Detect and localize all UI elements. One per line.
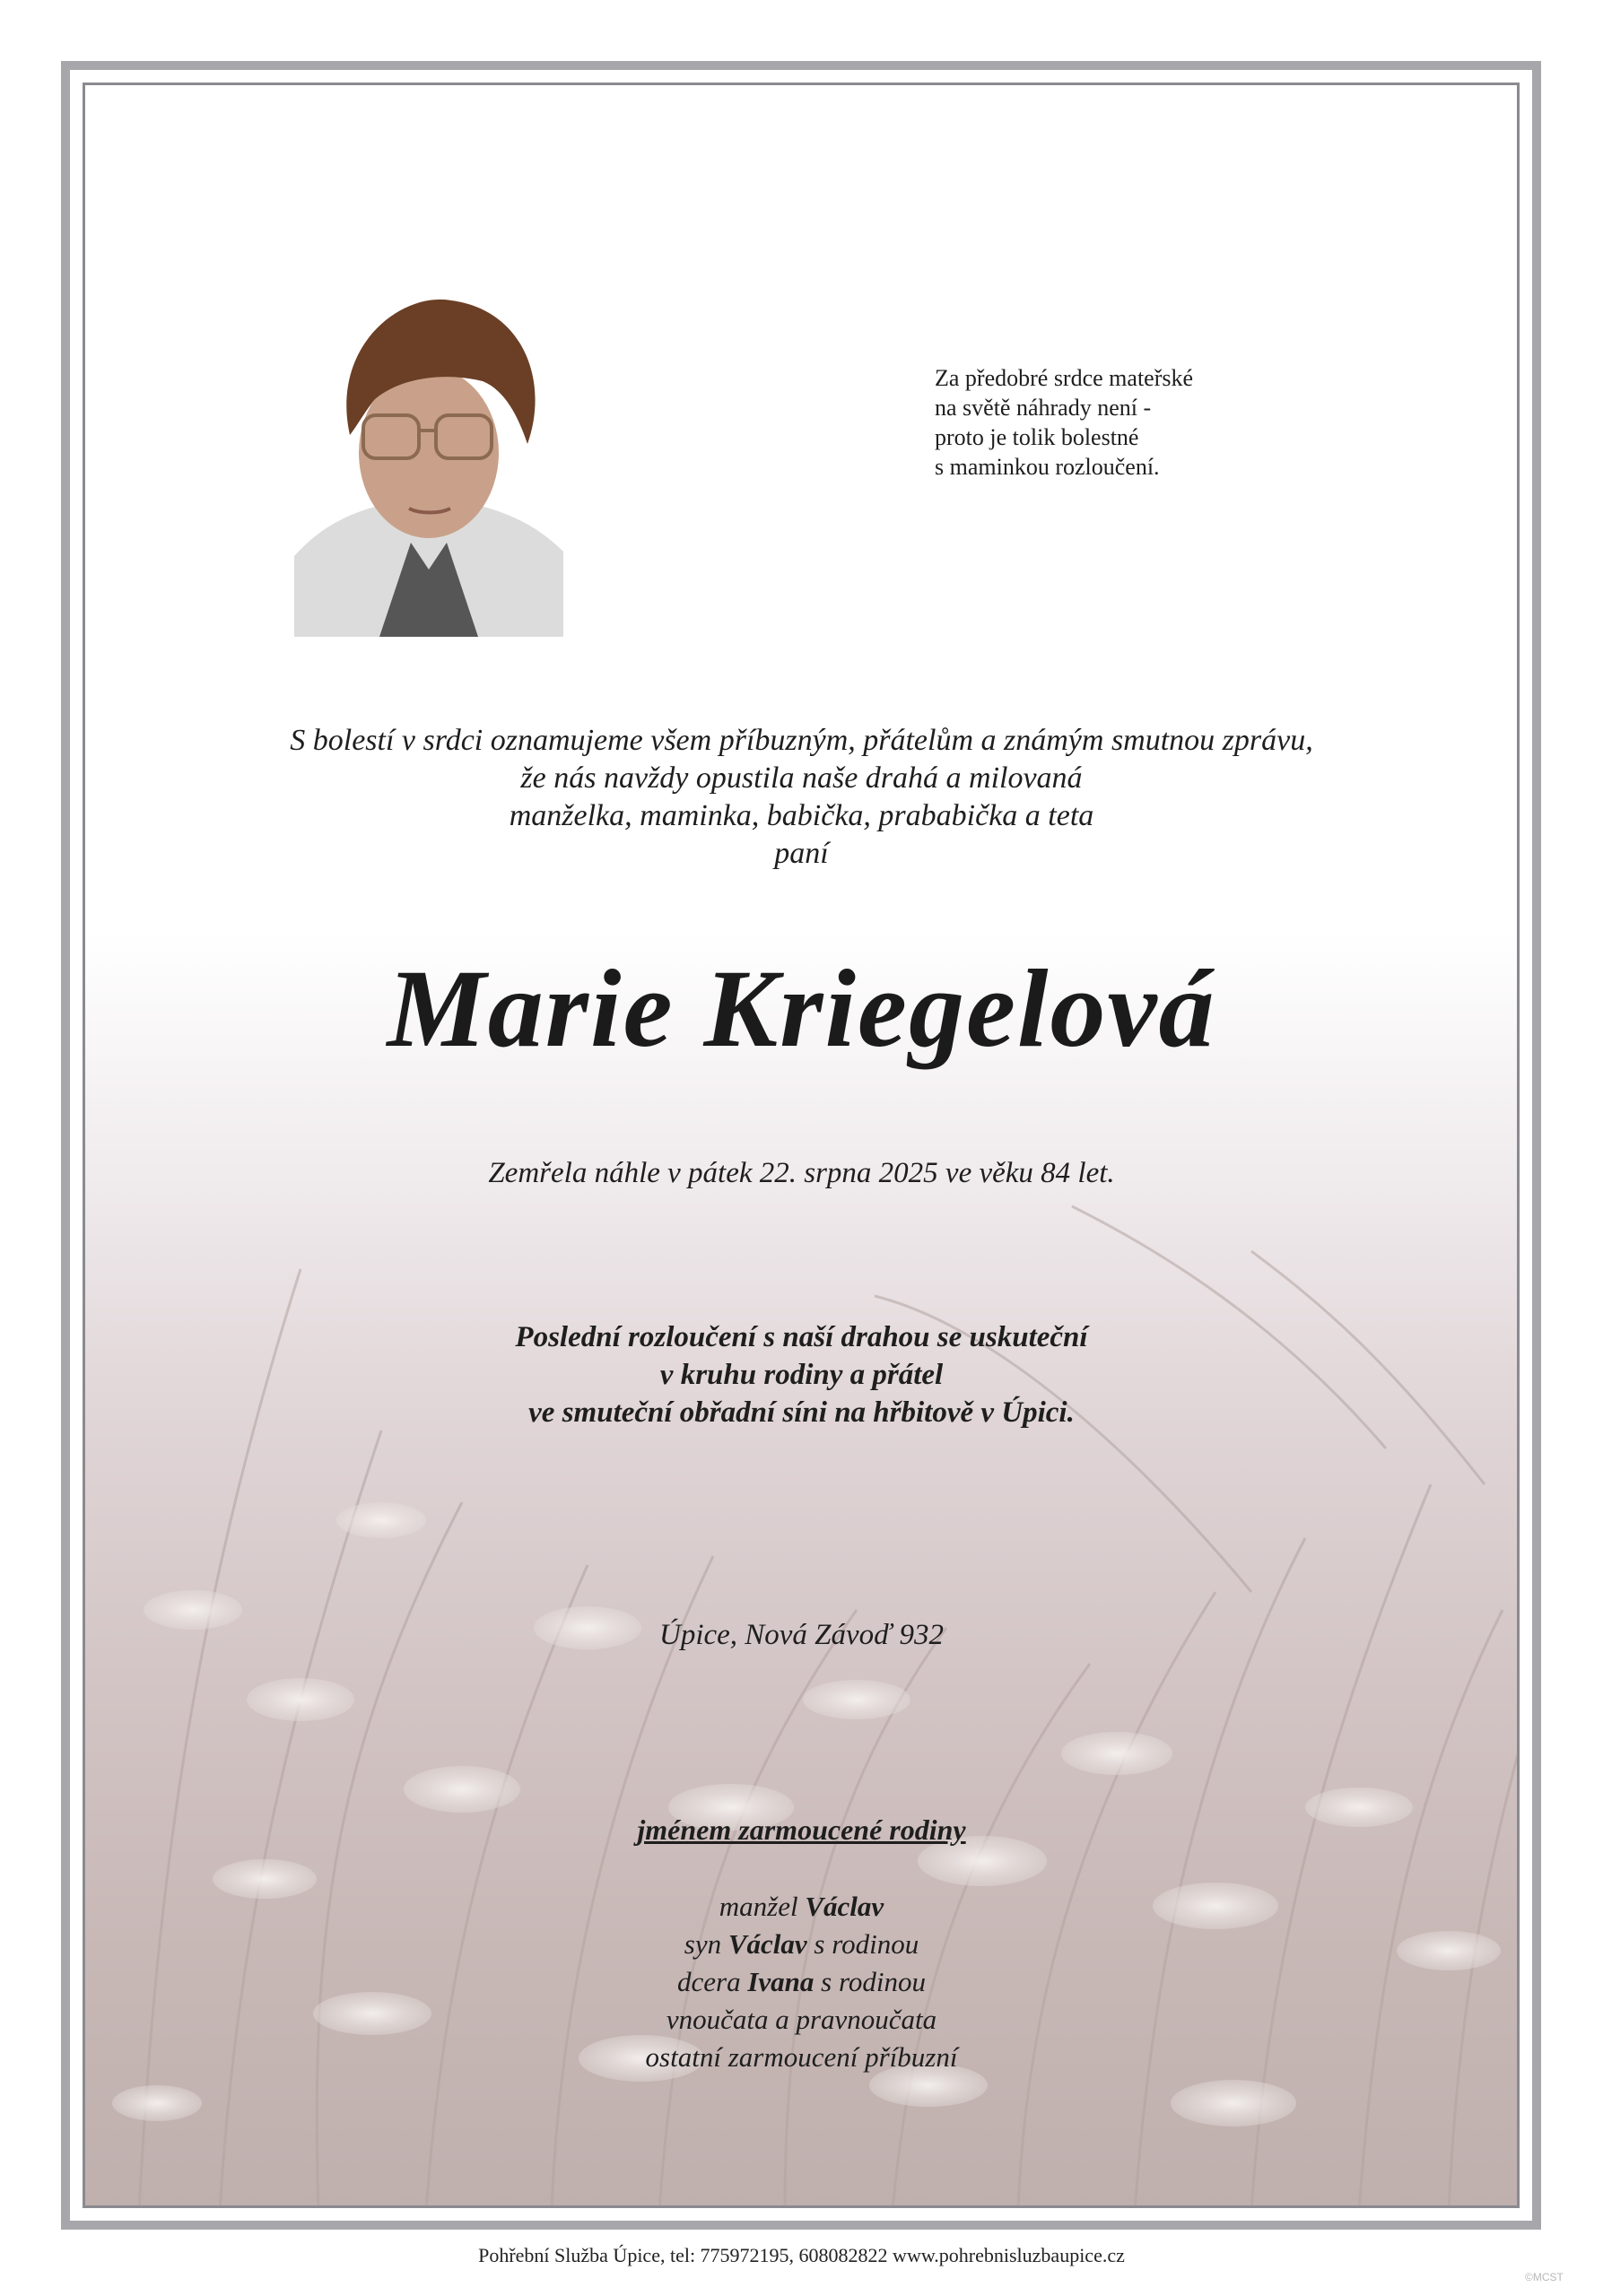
death-notice: Zemřela náhle v pátek 22. srpna 2025 ve věku 84 let. <box>488 1157 1115 1189</box>
announcement-intro <box>144 722 1459 873</box>
mourner-line: dcera Ivana s rodinou <box>676 1966 926 1997</box>
verse-line: s maminkou rozloučení. <box>935 454 1160 480</box>
memorial-verse <box>935 363 1311 482</box>
mourner-line: ostatní zarmoucení příbuzní <box>645 2041 958 2073</box>
farewell-line: Poslední rozloučení s naší drahou se uskuteční <box>515 1321 1088 1353</box>
mourner-line: syn Václav s rodinou <box>684 1928 919 1960</box>
farewell-line: v kruhu rodiny a přátel <box>659 1359 944 1391</box>
family-address: Úpice, Nová Závoď 932 <box>658 1619 945 1651</box>
mourner-line: vnoučata a pravnoučata <box>666 2004 937 2035</box>
mourner-line: manžel Václav <box>719 1891 884 1922</box>
verse-line: Za předobré srdce mateřské <box>935 365 1194 391</box>
intro-line: S bolestí v srdci oznamujeme všem příbuzným, přátelům a známým smutnou zprávu, <box>290 724 1313 757</box>
watermark: ©MCST <box>1525 2271 1564 2283</box>
intro-line: že nás navždy opustila naše drahá a milovaná <box>520 761 1083 795</box>
portrait-photo <box>294 274 563 637</box>
deceased-name: Marie Kriegelová <box>387 947 1216 1070</box>
funeral-service-footer: Pohřební Služba Úpice, tel: 775972195, 608082822 www.pohrebnisluzbaupice.cz <box>478 2244 1125 2266</box>
intro-line: paní <box>774 837 829 870</box>
verse-line: na světě náhrady není - <box>935 395 1152 421</box>
farewell-line: ve smuteční obřadní síni na hřbitově v Úpici. <box>528 1396 1075 1429</box>
verse-line: proto je tolik bolestné <box>935 424 1139 450</box>
intro-line: manželka, maminka, babička, prababička a teta <box>509 799 1094 832</box>
farewell-announcement <box>144 1318 1459 1431</box>
mourners-list <box>144 1888 1459 2076</box>
family-heading: jménem zarmoucené rodiny <box>637 1813 966 1846</box>
